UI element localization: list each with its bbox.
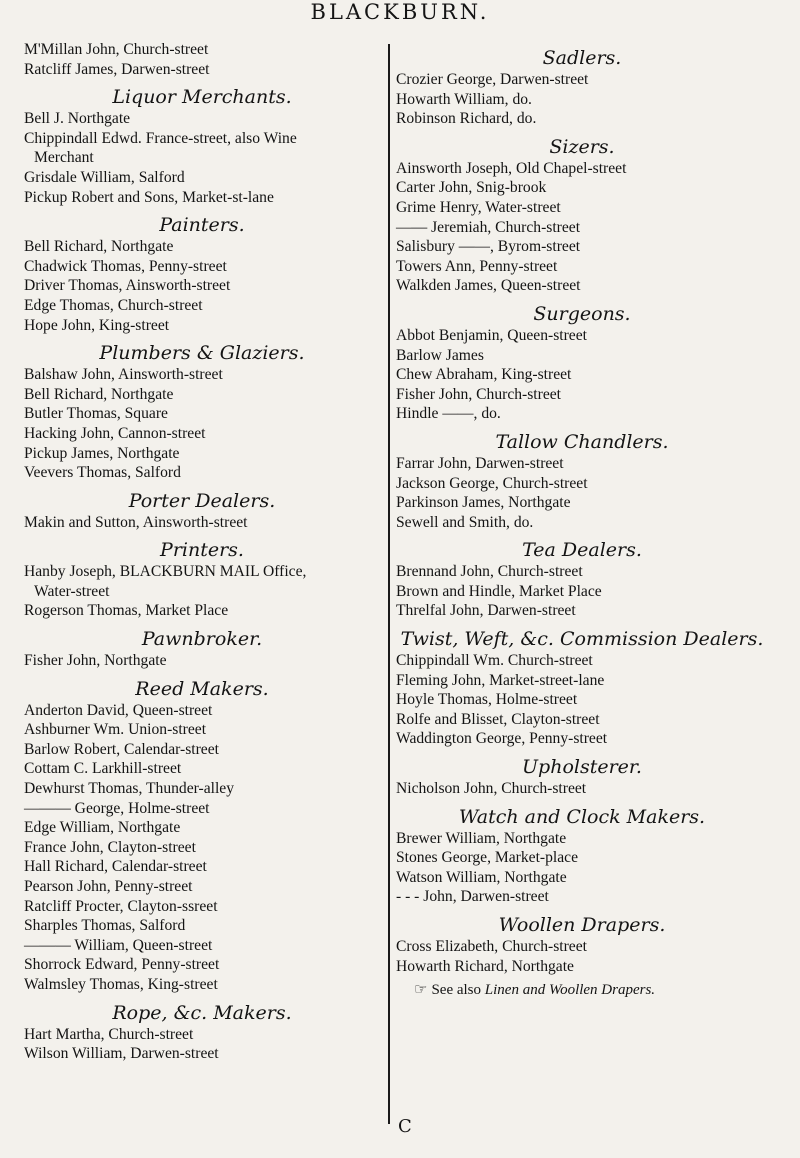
left-column (24, 40, 380, 1064)
section-heading: Watch and Clock Makers. (458, 805, 706, 828)
list-item: Rogerson Thomas, Market Place (24, 602, 229, 620)
section-heading: Tea Dealers. (522, 539, 642, 562)
section (24, 1001, 380, 1064)
list-item: Balshaw John, Ainsworth-street (24, 366, 223, 384)
list-item: Dewhurst Thomas, Thunder-alley (24, 780, 235, 798)
right-column (396, 40, 768, 1000)
section-heading: Painters. (159, 214, 245, 237)
list-item: Walkden James, Queen-street (396, 277, 581, 295)
list-item: Hacking John, Cannon-street (24, 424, 206, 442)
list-item: Hall Richard, Calendar-street (24, 858, 207, 876)
section-heading: Plumbers & Glaziers. (99, 342, 305, 365)
column-divider (388, 44, 390, 1124)
list-item: Walmsley Thomas, King-street (24, 975, 218, 993)
list-item: Barlow James (396, 346, 484, 364)
list-item: Watson William, Northgate (396, 868, 567, 886)
page-title: BLACKBURN. (310, 0, 490, 24)
list-item: Edge Thomas, Church-street (24, 296, 203, 314)
list-item: Pickup James, Northgate (24, 444, 180, 462)
list-item: Carter John, Snig-brook (396, 179, 547, 197)
section (24, 538, 380, 621)
section-heading: Pawnbroker. (141, 628, 263, 651)
list-item: Waddington George, Penny-street (396, 730, 608, 748)
note-prefix: See also (431, 982, 482, 999)
note-reference: Linen and Woollen Drapers. (484, 982, 656, 999)
list-item: Brennand John, Church-street (396, 563, 583, 581)
section (24, 40, 380, 79)
list-item: Driver Thomas, Ainsworth-street (24, 277, 231, 295)
list-item: Salisbury ——, Byrom-street (396, 238, 581, 256)
section-heading: Twist, Weft, &c. Commission Dealers. (400, 628, 764, 651)
signature-mark: C (398, 1116, 412, 1137)
list-item: Wilson William, Darwen-street (24, 1045, 219, 1063)
section-heading: Woollen Drapers. (498, 914, 666, 936)
section (396, 46, 768, 129)
section-heading: Porter Dealers. (128, 489, 276, 512)
list-item: Hindle ——, do. (396, 405, 501, 423)
list-item: Hope John, King-street (24, 316, 170, 334)
section (396, 913, 768, 976)
list-item: Nicholson John, Church-street (396, 780, 587, 798)
list-item: Chadwick Thomas, Penny-street (24, 257, 227, 275)
list-item: Water-street (34, 582, 110, 600)
list-item: Hoyle Thomas, Holme-street (396, 691, 578, 709)
list-item: ——— William, Queen-street (24, 936, 213, 954)
section-heading: Printers. (160, 539, 244, 562)
list-item: Ashburner Wm. Union-street (24, 721, 207, 739)
list-item: Stones George, Market-place (396, 849, 579, 867)
section (396, 135, 768, 296)
list-item: Ainsworth Joseph, Old Chapel-street (396, 159, 627, 177)
section-heading: Upholsterer. (522, 756, 642, 779)
list-item: Edge William, Northgate (24, 819, 181, 837)
list-item: Brown and Hindle, Market Place (396, 582, 602, 600)
section (396, 805, 768, 907)
list-item: Sharples Thomas, Salford (24, 917, 186, 935)
section-heading: Rope, &c. Makers. (112, 1001, 292, 1024)
list-item: Anderton David, Queen-street (24, 701, 213, 719)
section (24, 85, 380, 207)
list-item: Robinson Richard, do. (396, 110, 537, 128)
section (24, 489, 380, 533)
list-item: Jackson George, Church-street (396, 474, 588, 492)
list-item: M'Millan John, Church-street (24, 41, 209, 58)
cross-reference-note (396, 980, 768, 1000)
list-item: Parkinson James, Northgate (396, 494, 571, 512)
list-item: Pearson John, Penny-street (24, 878, 193, 895)
list-item: France John, Clayton-street (24, 838, 196, 856)
section (24, 213, 380, 335)
list-item: Butler Thomas, Square (24, 405, 168, 423)
list-item: Chew Abraham, King-street (396, 366, 572, 384)
section-heading: Reed Makers. (135, 677, 269, 700)
list-item: - - - John, Darwen-street (396, 888, 549, 906)
list-item: Threlfal John, Darwen-street (396, 602, 576, 620)
section (396, 302, 768, 424)
section (396, 538, 768, 621)
list-item: Ratcliff James, Darwen-street (24, 60, 210, 78)
list-item: Barlow Robert, Calendar-street (24, 740, 219, 758)
list-item: Howarth William, do. (396, 90, 532, 108)
section-heading: Liquor Merchants. (112, 86, 292, 109)
list-item: Sewell and Smith, do. (396, 513, 534, 531)
list-item: Shorrock Edward, Penny-street (24, 956, 220, 974)
list-item: Grime Henry, Water-street (396, 198, 561, 216)
list-item: Fisher John, Northgate (24, 652, 167, 670)
section (24, 677, 380, 995)
list-item: Crozier George, Darwen-street (396, 71, 589, 88)
list-item: Farrar John, Darwen-street (396, 454, 564, 472)
list-item: Cottam C. Larkhill-street (24, 760, 182, 778)
section-heading: Surgeons. (533, 302, 631, 325)
list-item: Brewer William, Northgate (396, 829, 567, 847)
list-item: Veevers Thomas, Salford (24, 464, 181, 482)
list-item: Bell J. Northgate (24, 110, 131, 128)
list-item: Pickup Robert and Sons, Market-st-lane (24, 188, 274, 206)
section-heading: Tallow Chandlers. (495, 430, 669, 453)
list-item: Fisher John, Church-street (396, 385, 562, 403)
section (396, 430, 768, 532)
section (24, 627, 380, 671)
section (396, 755, 768, 799)
list-item: Cross Elizabeth, Church-street (396, 938, 587, 955)
list-item: Bell Richard, Northgate (24, 238, 174, 256)
list-item: Fleming John, Market-street-lane (396, 671, 605, 689)
list-item: ——— George, Holme-street (24, 799, 210, 817)
list-item: Hart Martha, Church-street (24, 1025, 194, 1043)
pointing-hand-icon: ☞ (414, 982, 428, 999)
list-item: Merchant (34, 149, 94, 167)
list-item: Chippindall Wm. Church-street (396, 652, 593, 670)
section-heading: Sizers. (549, 135, 615, 158)
section (396, 627, 768, 749)
section-heading: Sadlers. (542, 47, 622, 69)
list-item: Rolfe and Blisset, Clayton-street (396, 710, 600, 728)
list-item: Grisdale William, Salford (24, 168, 185, 186)
section (24, 341, 380, 483)
list-item: Howarth Richard, Northgate (396, 957, 574, 975)
list-item: Chippindall Edwd. France-street, also Wine (24, 129, 297, 147)
list-item: Bell Richard, Northgate (24, 385, 174, 403)
list-item: —— Jeremiah, Church-street (396, 218, 581, 236)
list-item: Towers Ann, Penny-street (396, 257, 558, 275)
list-item: Hanby Joseph, BLACKBURN MAIL Office, (24, 563, 307, 581)
list-item: Ratcliff Procter, Clayton-ssreet (24, 897, 218, 915)
list-item: Abbot Benjamin, Queen-street (396, 326, 587, 344)
list-item: Makin and Sutton, Ainsworth-street (24, 513, 248, 531)
